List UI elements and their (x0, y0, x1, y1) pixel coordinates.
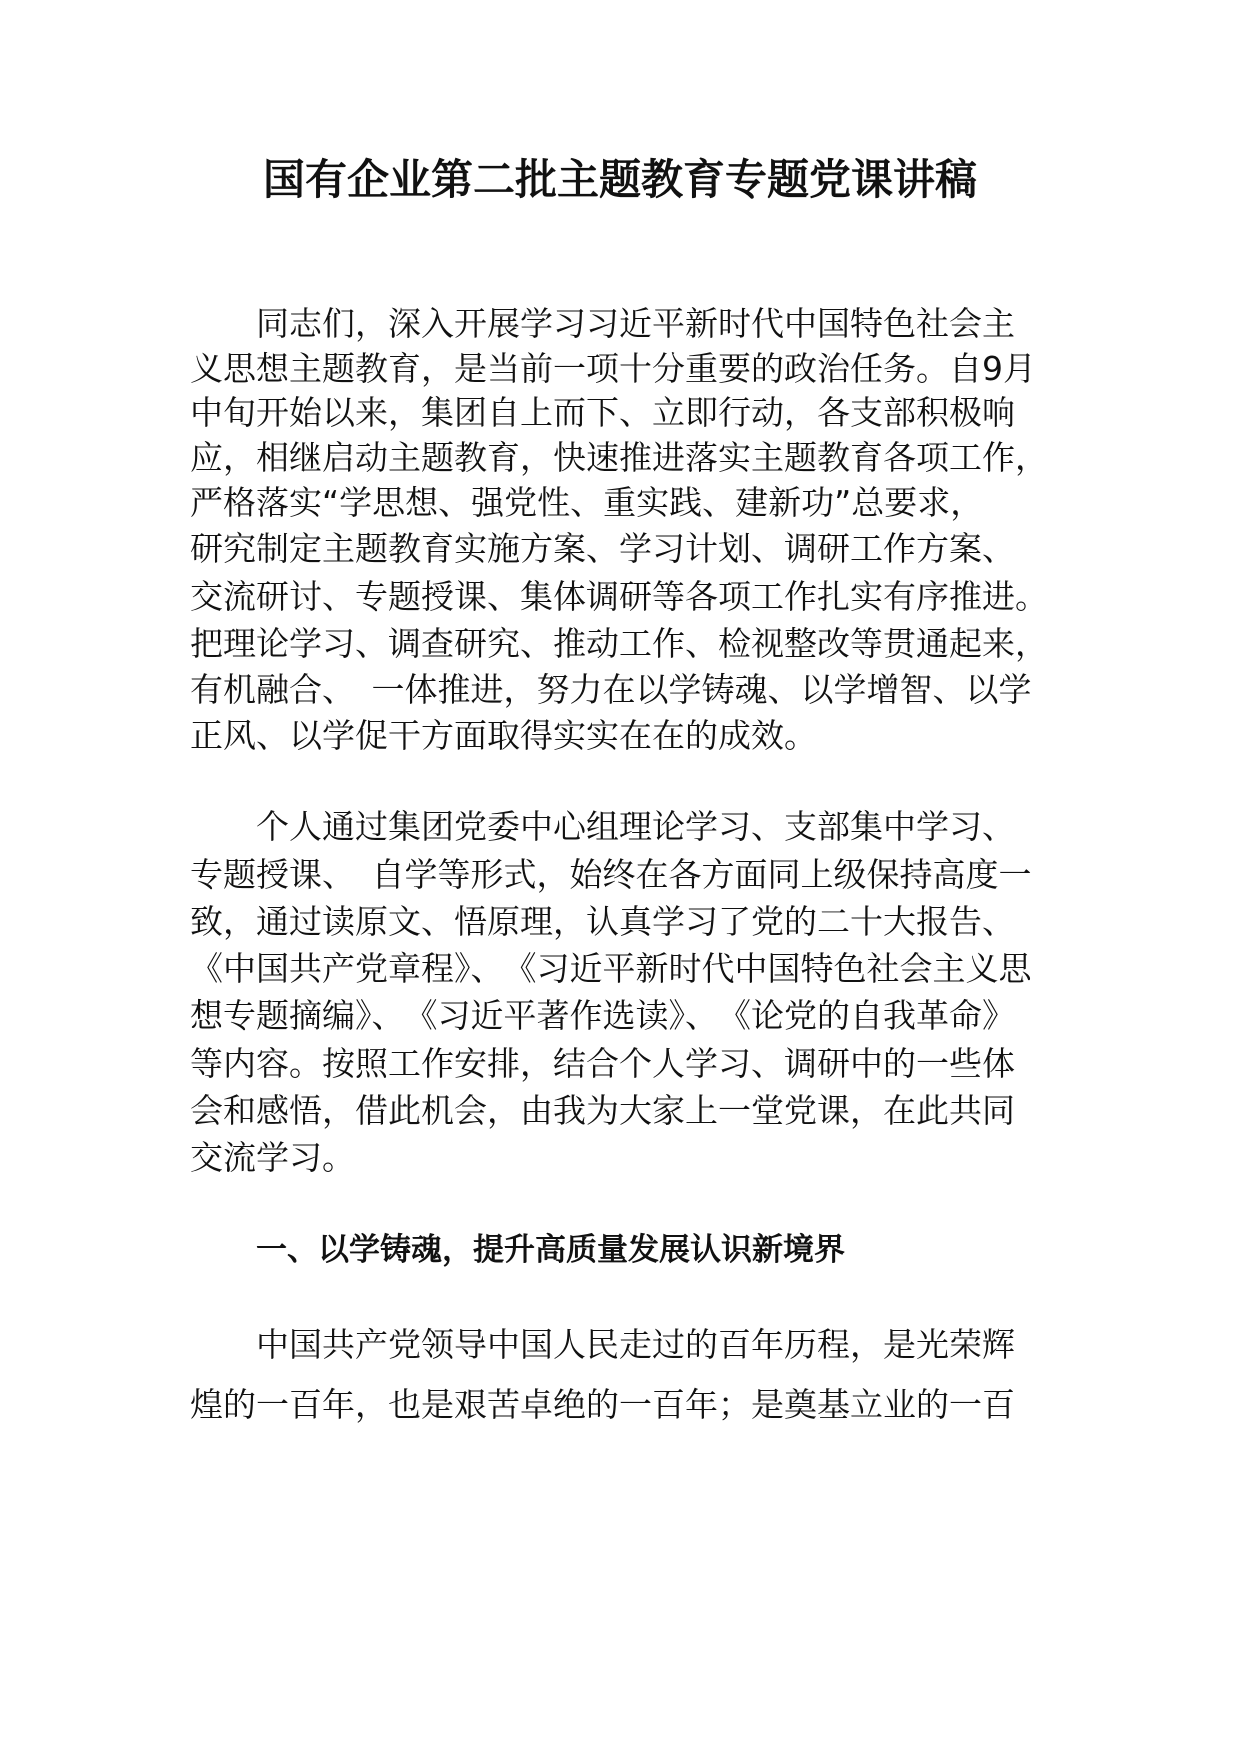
paragraph-2-line: 《中国共产党章程》、 《习近平新时代中国特色社会主义思 (190, 949, 1032, 988)
paragraph-3-line: 中国共产党领导中国人民走过的百年历程，是光荣辉 (190, 1325, 1015, 1364)
paragraph-1-line: 研究制定主题教育实施方案、学习计划、调研工作方案、 (190, 529, 1015, 568)
paragraph-1-line: 同志们，深入开展学习习近平新时代中国特色社会主 (190, 304, 1015, 343)
section-heading: 一、以学铸魂，提升高质量发展认识新境界 (256, 1232, 845, 1268)
paragraph-2-line: 会和感悟，借此机会，由我为大家上一堂党课，在此共同 (190, 1091, 1015, 1130)
paragraph-2-line: 想专题摘编》、 《习近平著作选读》、 《论党的自我革命》 (190, 996, 1015, 1035)
paragraph-3-line: 煌的一百年，也是艰苦卓绝的一百年；是奠基立业的一百 (190, 1385, 1015, 1424)
document-title: 国有企业第二批主题教育专题党课讲稿 (262, 155, 977, 204)
paragraph-2-line: 专题授课、 自学等形式，始终在各方面同上级保持高度一 (190, 855, 1032, 894)
paragraph-1-line: 把理论学习、调查研究、推动工作、检视整改等贯通起来， (190, 624, 1048, 663)
paragraph-1-line: 有机融合、 一体推进，努力在以学铸魂、以学增智、以学 (190, 670, 1032, 709)
paragraph-2-line: 个人通过集团党委中心组理论学习、支部集中学习、 (190, 807, 1015, 846)
paragraph-2-line: 等内容。按照工作安排，结合个人学习、调研中的一些体 (190, 1044, 1015, 1083)
paragraph-1-line: 义思想主题教育，是当前一项十分重要的政治任务。自9月 (190, 349, 1036, 388)
paragraph-1-line: 正风、以学促干方面取得实实在在的成效。 (190, 716, 817, 755)
paragraph-1-line: 中旬开始以来，集团自上而下、立即行动，各支部积极响 (190, 393, 1015, 432)
paragraph-2-line: 交流学习。 (190, 1138, 355, 1177)
paragraph-1-line: 应，相继启动主题教育，快速推进落实主题教育各项工作， (190, 438, 1048, 477)
paragraph-1-line: 严格落实“学思想、强党性、重实践、建新功”总要求， (190, 483, 984, 522)
paragraph-2-line: 致，通过读原文、悟原理，认真学习了党的二十大报告、 (190, 902, 1015, 941)
paragraph-1-line: 交流研讨、专题授课、集体调研等各项工作扎实有序推进。 (190, 577, 1048, 616)
